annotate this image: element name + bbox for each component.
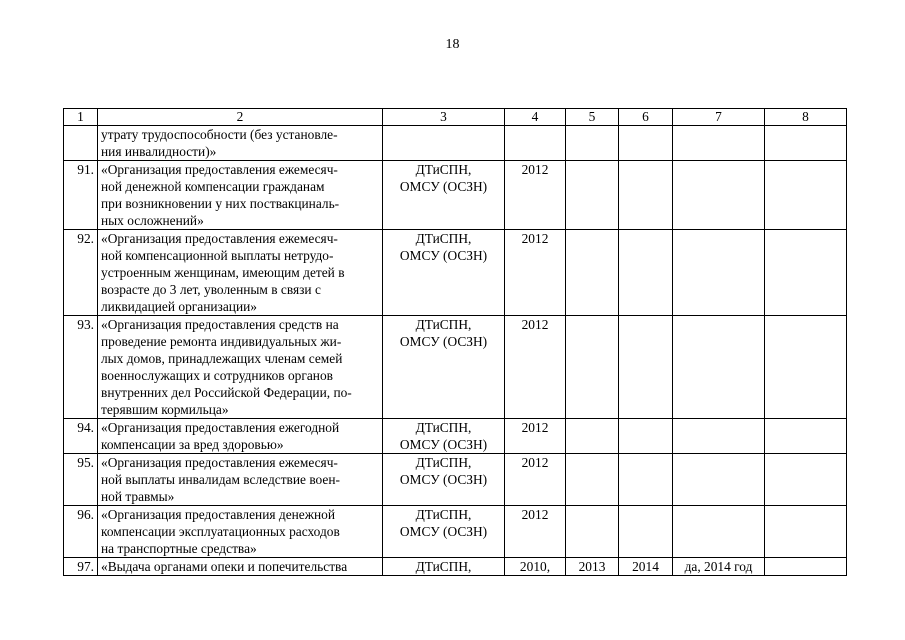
cell-line: при возникновении у них поствакциналь- — [101, 196, 340, 211]
col6-value — [619, 126, 673, 161]
executor — [383, 506, 505, 558]
col8-value — [765, 419, 847, 454]
service-name — [98, 419, 383, 454]
col7-value — [673, 454, 765, 506]
header-cell: 2 — [98, 109, 383, 126]
table-row — [64, 419, 847, 454]
header-cell: 6 — [619, 109, 673, 126]
header-cell: 4 — [505, 109, 566, 126]
cell-line: ОМСУ (ОСЗН) — [399, 334, 488, 349]
cell-line: ОМСУ (ОСЗН) — [399, 248, 488, 263]
table-row — [64, 126, 847, 161]
cell-line: ной денежной компенсации гражданам — [101, 179, 325, 194]
executor — [383, 316, 505, 419]
cell-line: ДТиСПН, — [415, 162, 472, 177]
cell-line: утрату трудоспособности (без установле- — [101, 127, 338, 142]
col5-value — [566, 316, 619, 419]
service-name — [98, 558, 383, 576]
cell-line: ДТиСПН, — [415, 317, 472, 332]
table-row — [64, 316, 847, 419]
col6-value — [619, 419, 673, 454]
col8-value — [765, 558, 847, 576]
cell-line: проведение ремонта индивидуальных жи- — [101, 334, 342, 349]
executor — [383, 558, 505, 576]
col5-value — [566, 506, 619, 558]
row-number: 91. — [64, 161, 98, 230]
table-row — [64, 506, 847, 558]
cell-line: устроенным женщинам, имеющим детей в — [101, 265, 345, 280]
cell-line: ДТиСПН, — [415, 231, 472, 246]
cell-line: ной травмы» — [101, 489, 175, 504]
cell-line: «Выдача органами опеки и попечительства — [101, 559, 348, 574]
col4-value: 2012 — [505, 316, 566, 419]
cell-line: военнослужащих и сотрудников органов — [101, 368, 333, 383]
col8-value — [765, 161, 847, 230]
col5-value — [566, 419, 619, 454]
service-name — [98, 161, 383, 230]
executor — [383, 419, 505, 454]
cell-line: «Организация предоставления ежемесяч- — [101, 231, 338, 246]
table-row — [64, 454, 847, 506]
cell-line: «Организация предоставления ежемесяч- — [101, 162, 338, 177]
col4-value: 2012 — [505, 454, 566, 506]
header-cell: 3 — [383, 109, 505, 126]
cell-line: ДТиСПН, — [415, 559, 472, 574]
cell-line: терявшим кормильца» — [101, 402, 229, 417]
col6-value — [619, 454, 673, 506]
col7-value — [673, 230, 765, 316]
service-name — [98, 230, 383, 316]
table-row — [64, 161, 847, 230]
cell-line: ОМСУ (ОСЗН) — [399, 179, 488, 194]
col8-value — [765, 316, 847, 419]
cell-line: ной выплаты инвалидам вследствие воен- — [101, 472, 340, 487]
row-number: 96. — [64, 506, 98, 558]
services-table — [63, 108, 847, 576]
col6-value — [619, 230, 673, 316]
header-cell: 8 — [765, 109, 847, 126]
col7-value: да, 2014 год — [673, 558, 765, 576]
cell-line: на транспортные средства» — [101, 541, 257, 556]
cell-line: ДТиСПН, — [415, 420, 472, 435]
col4-value — [505, 126, 566, 161]
col7-value — [673, 161, 765, 230]
cell-line: внутренних дел Российской Федерации, по- — [101, 385, 352, 400]
table-body — [64, 109, 847, 576]
row-number: 95. — [64, 454, 98, 506]
cell-line: ОМСУ (ОСЗН) — [399, 524, 488, 539]
cell-line: ной компенсационной выплаты нетрудо- — [101, 248, 334, 263]
col5-value — [566, 454, 619, 506]
col7-value — [673, 506, 765, 558]
col6-value — [619, 161, 673, 230]
cell-line: «Организация предоставления денежной — [101, 507, 336, 522]
col4-value: 2012 — [505, 506, 566, 558]
service-name — [98, 454, 383, 506]
cell-line: ния инвалидности)» — [101, 144, 217, 159]
page-number: 18 — [445, 37, 460, 52]
col5-value — [566, 161, 619, 230]
header-cell: 5 — [566, 109, 619, 126]
header-row — [64, 109, 847, 126]
col7-value — [673, 126, 765, 161]
cell-line: возрасте до 3 лет, уволенным в связи с — [101, 282, 321, 297]
cell-line: компенсации эксплуатационных расходов — [101, 524, 340, 539]
col8-value — [765, 454, 847, 506]
col8-value — [765, 230, 847, 316]
cell-line: ных осложнений» — [101, 213, 204, 228]
executor — [383, 454, 505, 506]
col4-value: 2010, — [505, 558, 566, 576]
header-cell: 1 — [64, 109, 98, 126]
cell-line: ОМСУ (ОСЗН) — [399, 472, 488, 487]
service-name — [98, 506, 383, 558]
row-number — [64, 126, 98, 161]
col7-value — [673, 316, 765, 419]
service-name — [98, 316, 383, 419]
col7-value — [673, 419, 765, 454]
cell-line: компенсации за вред здоровью» — [101, 437, 284, 452]
col4-value: 2012 — [505, 230, 566, 316]
executor — [383, 161, 505, 230]
cell-line: ДТиСПН, — [415, 507, 472, 522]
col5-value — [566, 126, 619, 161]
col6-value: 2014 — [619, 558, 673, 576]
row-number: 92. — [64, 230, 98, 316]
row-number: 97. — [64, 558, 98, 576]
row-number: 93. — [64, 316, 98, 419]
cell-line: лых домов, принадлежащих членам семей — [101, 351, 343, 366]
col4-value: 2012 — [505, 419, 566, 454]
cell-line: ликвидацией организации» — [101, 299, 257, 314]
cell-line: «Организация предоставления ежемесяч- — [101, 455, 338, 470]
col5-value — [566, 230, 619, 316]
col5-value: 2013 — [566, 558, 619, 576]
cell-line: «Организация предоставления средств на — [101, 317, 339, 332]
row-number: 94. — [64, 419, 98, 454]
header-cell: 7 — [673, 109, 765, 126]
col8-value — [765, 126, 847, 161]
col6-value — [619, 316, 673, 419]
col8-value — [765, 506, 847, 558]
cell-line: ОМСУ (ОСЗН) — [399, 437, 488, 452]
col4-value: 2012 — [505, 161, 566, 230]
service-name — [98, 126, 383, 161]
executor — [383, 230, 505, 316]
executor — [383, 126, 505, 161]
cell-line: «Организация предоставления ежегодной — [101, 420, 340, 435]
cell-line: ДТиСПН, — [415, 455, 472, 470]
table-row — [64, 230, 847, 316]
table-row — [64, 558, 847, 576]
col6-value — [619, 506, 673, 558]
